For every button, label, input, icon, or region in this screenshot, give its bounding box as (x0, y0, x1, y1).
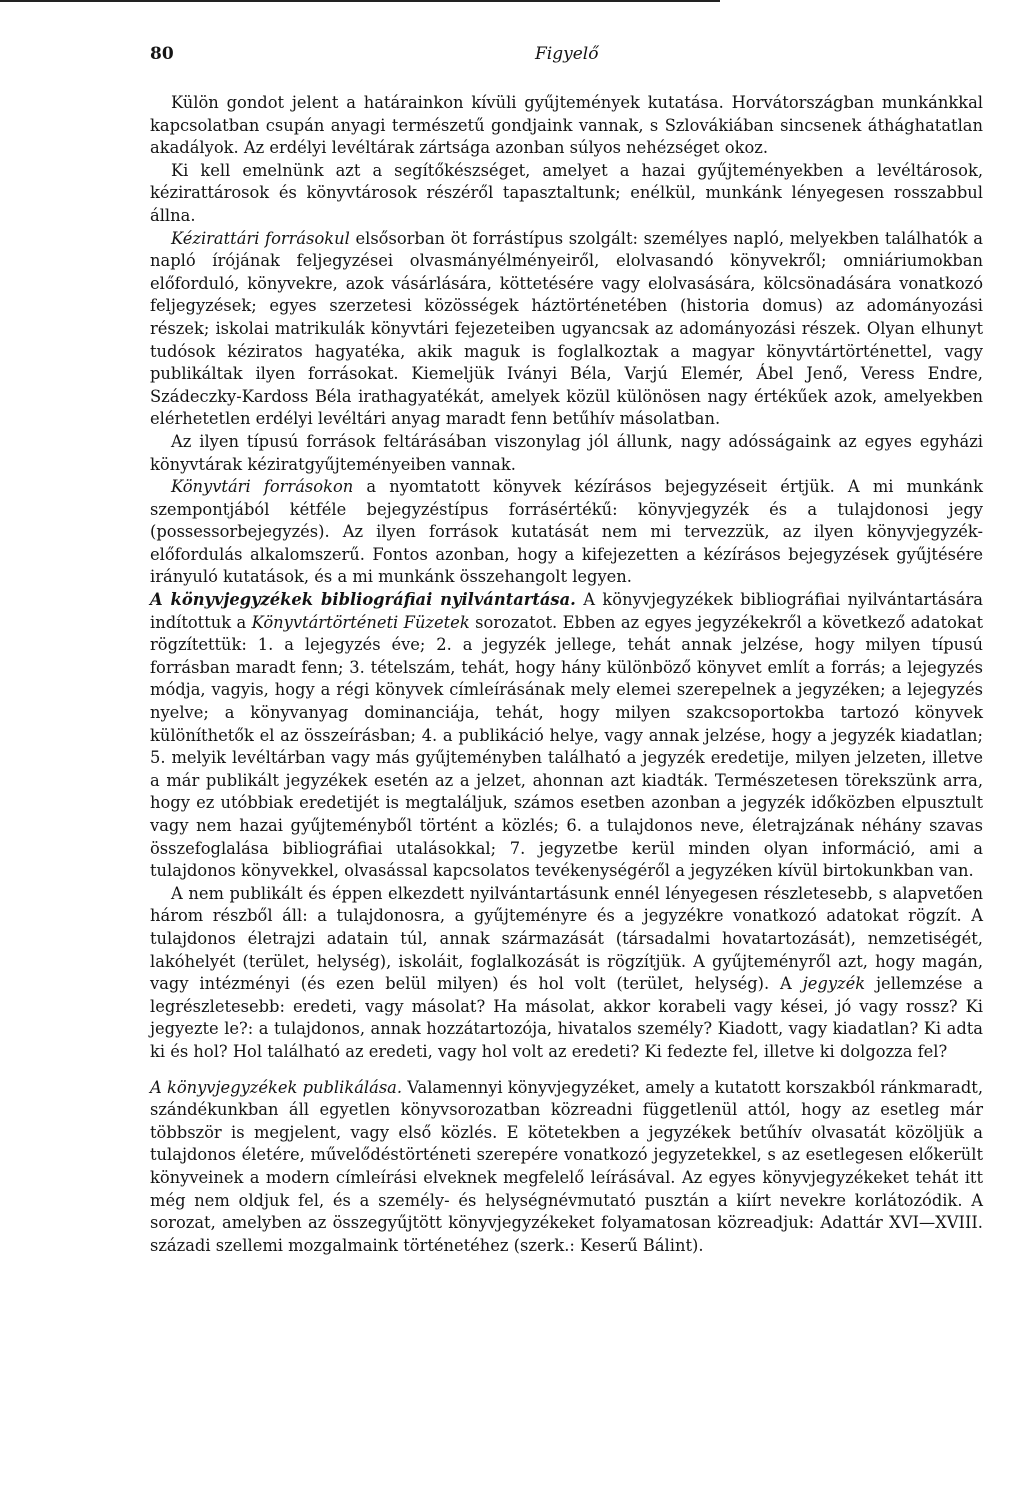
paragraph-5 (150, 476, 983, 589)
top-rule (0, 0, 720, 2)
paragraph-text: Ki kell emelnünk azt a segítőkészséget, amelyet a hazai gyűjteményekben a levéltárosok, kézirattárosok és könyvtárosok részéről tapasztaltunk; enélkül, munkánk lényegesen rosszabbul állna. (150, 160, 983, 225)
paragraph-2 (150, 160, 983, 228)
paragraph-text: A könyvjegyzékek bibliográfiai nyilvántartására indítottuk a (150, 590, 983, 632)
page-number: 80 (150, 44, 174, 64)
paragraph-text: a nyomtatott könyvek kézírásos bejegyzéseit értjük. A mi munkánk szempontjából kétféle bejegyzéstípus forrásértékű: könyvjegyzék és a tulajdonosi jegy (possessorbejegyzés). Az ilyen források kutatását nem mi tervezzük, az ilyen könyvjegyzék-előfordulás alkalomszerű. Fontos azonban, hogy a kifejezetten a kézírásos bejegyzések gyűjtésére irányuló kutatások, és a mi munkánk összehangolt legyen. (150, 477, 983, 587)
paragraph-lead: A könyvjegyzékek bibliográfiai nyilvántartása. (150, 590, 576, 610)
body-text (150, 92, 983, 1257)
paragraph-text: Valamennyi könyvjegyzéket, amely a kutatott korszakból ránkmaradt, szándékunkban áll egyetlen könyvsorozatban közreadni függetlenül attól, hogy az esetleg már többször is megjelent, vagy első közlés. E kötetekben a jegyzékek betűhív olvasatát közöljük a tulajdonos életére, művelődéstörténeti szerepére vonatkozó jegyzetekkel, s az esetlegesen előkerült könyveinek a modern címleírási elveknek megfelelő leírásával. Az egyes könyvjegyzékeket tehát itt még nem oldjuk fel, és a személy- és helységnévmutató pusztán a kiírt nevekre korlátozódik. A sorozat, amelyben az összegyűjtött könyvjegyzékeket folyamatosan közreadjuk: Adattár XVI—XVIII. századi szellemi mozgalmaink történetéhez (szerk.: Keserű Bálint). (150, 1077, 983, 1255)
paragraph-3 (150, 228, 983, 431)
paragraph-4 (150, 431, 983, 476)
paragraph-lead: A könyvjegyzékek publikálása. (150, 1077, 403, 1097)
paragraph-text: sorozatot. Ebben az egyes jegyzékekről a következő adatokat rögzítettük: 1. a lejegyzés éve; 2. a jegyzék jellege, tehát annak jelzése, hogy milyen típusú forrásban maradt fenn; 3. tételszám, tehát, hogy hány különböző könyvet említ a forrás; a lejegyzés módja, vagyis, hogy a régi könyvek címleírásának mely elemei szerepelnek a jegyzéken; a lejegyzés nyelve; a könyvanyag dominanciája, tehát, hogy milyen szakcsoportokba tartozó könyvek különíthetők el az összeírásban; 4. a publikáció helye, vagy annak jelzése, hogy a jegyzék kiadatlan; 5. melyik levéltárban vagy más gyűjteményben található a jegyzék eredetije, milyen jelzeten, illetve a már publikált jegyzékek esetén az a jelzet, ahonnan azt kiadták. Természetesen törekszünk arra, hogy ez utóbbiak eredetijét is megtaláljuk, számos esetben azonban a jegyzék időközben elpusztult vagy nem hazai gyűjteményből történt a közlés; 6. a tulajdonos neve, életrajzának néhány szavas összefoglalása bibliográfiai utalásokkal; 7. jegyzetbe kerül minden olyan információ, ami a tulajdonos könyvekkel, olvasással kapcsolatos tevékenységéről a jegyzéken kívül birtokunkban van. (150, 612, 983, 881)
paragraph-lead: Könyvtári forrásokon (171, 477, 354, 497)
page-header (150, 44, 980, 74)
paragraph-text: elsősorban öt forrástípus szolgált: személyes napló, melyekben találhatók a napló írójának feljegyzései olvasmányélményeiről, elolvasandó könyvekről; omniáriumokban előforduló, könyvekre, azok vásárlására, köttetésére vagy elolvasására, kölcsönadására vonatkozó feljegyzések; egyes szerzetesi közösségek háztörténetében (historia domus) az adományozási részek; iskolai matrikulák könyvtári fejezeteiben ugyancsak az adományozási részek. Olyan elhunyt tudósok kéziratos hagyatéka, akik maguk is foglalkoztak a magyar könyvtártörténettel, vagy publikáltak ilyen forrásokat. Kiemeljük Iványi Béla, Varjú Elemér, Ábel Jenő, Veress Endre, Szádeczky-Kardoss Béla irathagyatékát, amelyek közül különösen nagy értékűek azok, amelyekben elérhetetlen erdélyi levéltári anyag maradt fenn betűhív másolatban. (150, 228, 983, 429)
paragraph-8 (150, 1077, 983, 1258)
paragraph-6 (150, 589, 983, 883)
paragraph-1 (150, 92, 983, 160)
paragraph-7 (150, 883, 983, 1064)
series-title: Könyvtártörténeti Füzetek (251, 612, 470, 632)
term: jegyzék (802, 974, 866, 994)
paragraph-lead: Kézirattári forrásokul (171, 228, 350, 248)
running-title: Figyelő (535, 44, 599, 64)
paragraph-text: A nem publikált és éppen elkezdett nyilvántartásunk ennél lényegesen részletesebb, s alapvetően három részből áll: a tulajdonosra, a gyűjteményre és a jegyzékre vonatkozó adatokat rögzít. A tulajdonos életrajzi adatain túl, annak származását (társadalmi hovatartozását), nemzetiségét, lakóhelyét (terület, helység), iskoláit, foglalkozását is rögzítjük. A gyűjteményről azt, hogy magán, vagy intézményi (és ezen belül milyen) és hol volt (terület, helység). A (150, 883, 983, 994)
paragraph-text: Külön gondot jelent a határainkon kívüli gyűjtemények kutatása. Horvátországban munkánkkal kapcsolatban csupán anyagi természetű gondjaink vannak, s Szlovákiában sincsenek áthághatatlan akadályok. Az erdélyi levéltárak zártsága azonban súlyos nehézséget okoz. (150, 93, 983, 158)
paragraph-text: Az ilyen típusú források feltárásában viszonylag jól állunk, nagy adósságaink az egyes egyházi könyvtárak kéziratgyűjteményeiben vannak. (150, 431, 983, 474)
paragraph-text: jellemzése a legrészletesebb: eredeti, vagy másolat? Ha másolat, akkor korabeli vagy kései, jó vagy rossz? Ki jegyezte le?: a tulajdonos, annak hozzátartozója, hivatalos személy? Kiadott, vagy kiadatlan? Ki adta ki és hol? Hol található az eredeti, vagy hol volt az eredeti? Ki fedezte fel, illetve ki dolgozza fel? (150, 974, 983, 1061)
